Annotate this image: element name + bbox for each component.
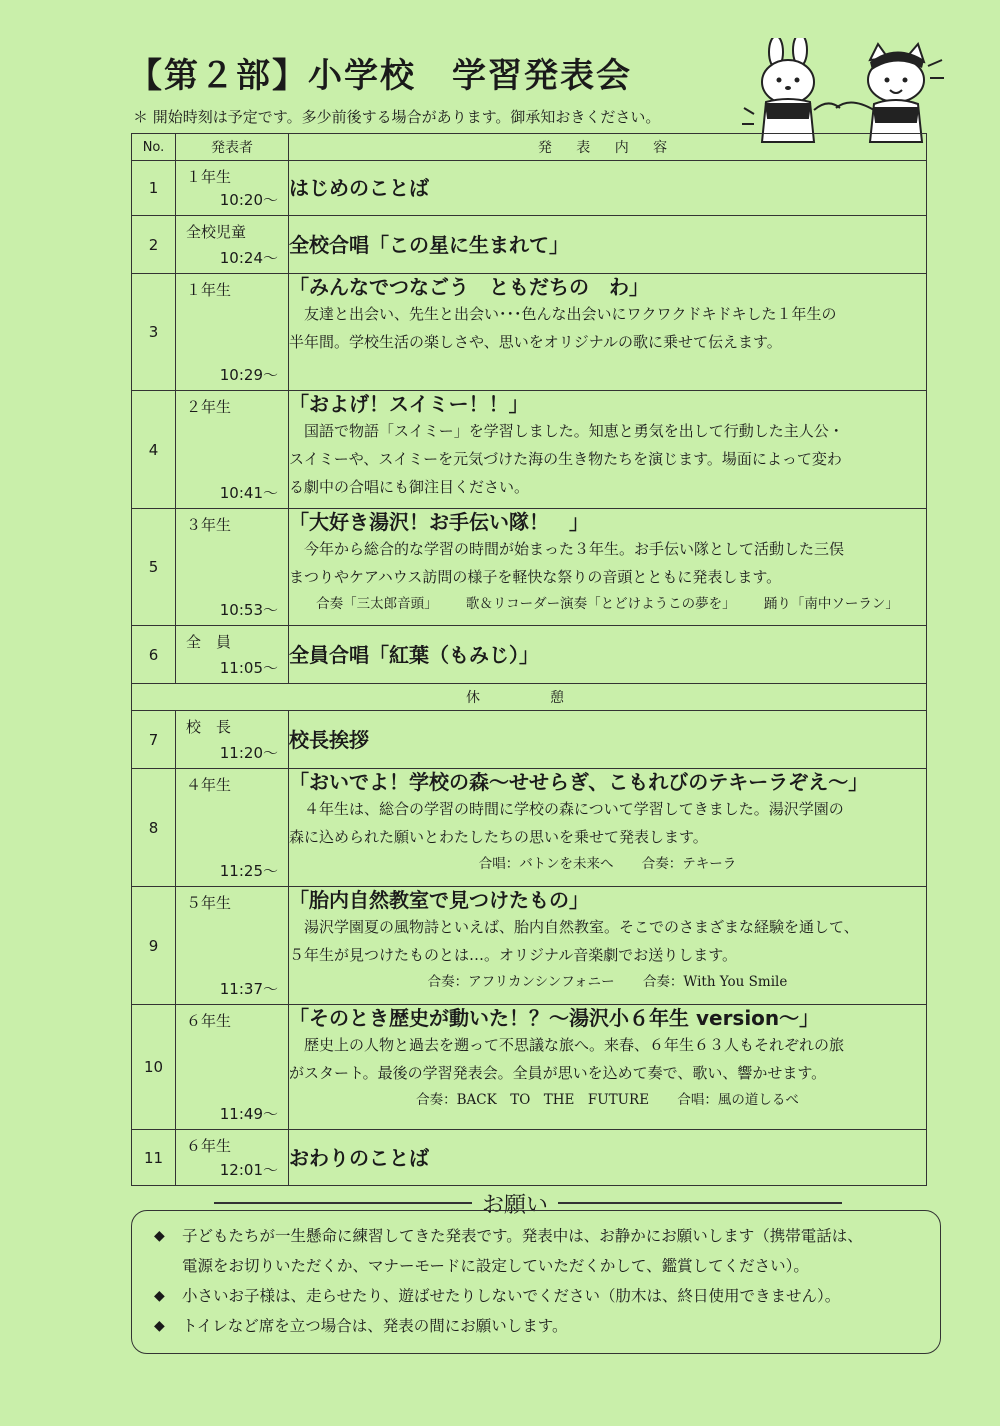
description-line: ４年生は、総合の学習の時間に学校の森について学習してきました。湯沢学園の	[304, 800, 844, 818]
program-title: 「みんなでつなごう ともだちの わ」	[289, 275, 649, 299]
start-time: 10:24～	[219, 249, 278, 267]
diamond-bullet-icon: ◆	[154, 1288, 165, 1304]
program-description	[289, 300, 926, 356]
table-row	[132, 711, 927, 769]
content-cell	[289, 1005, 927, 1130]
description-line: 国語で物語「スイミー」を学習しました。知恵と勇気を出して行動した主人公・	[304, 422, 844, 440]
program-title: 全校合唱「この星に生まれて」	[289, 232, 569, 257]
content-cell	[289, 216, 927, 274]
performer-cell	[176, 887, 289, 1005]
table-row	[132, 626, 927, 684]
program-title: 「そのとき歴史が動いた！？～湯沢小６年生 version～」	[289, 1006, 820, 1030]
description-line: 湯沢学園夏の風物詩といえば、胎内自然教室。そこでのさまざまな経験を通して、	[304, 918, 859, 936]
performer-grade: １年生	[186, 168, 232, 186]
performer-cell	[176, 216, 289, 274]
start-time: 10:20～	[219, 191, 278, 209]
page-title: 【第２部】小学校 学習発表会	[128, 56, 632, 96]
column-header-content: 発 表 内 容	[289, 134, 927, 161]
request-item-continued	[154, 1251, 924, 1281]
description-line: ５年生が見つけたものとは…。オリジナル音楽劇でお送りします。	[289, 946, 738, 964]
description-line: 今年から総合的な学習の時間が始まった３年生。お手伝い隊として活動した三俣	[304, 540, 845, 558]
program-title: 全員合唱「紅葉（もみじ）」	[289, 642, 539, 667]
performer-grade: ２年生	[186, 398, 232, 416]
content-cell	[289, 769, 927, 887]
table-row	[132, 391, 927, 509]
content-cell	[289, 161, 927, 216]
program-description	[289, 1031, 926, 1087]
description-line: る劇中の合唱にも御注目ください。	[289, 478, 530, 496]
performance-item: 踊り「南中ソーラン」	[763, 596, 899, 612]
performer-grade: ３年生	[186, 516, 232, 534]
performance-item: 合奏：BACK TO THE FUTURE	[416, 1092, 650, 1108]
performance-item: 合唱：風の道しるべ	[677, 1092, 799, 1108]
performance-item: 歌＆リコーダー演奏「とどけようこの夢を」	[465, 596, 736, 612]
description-line: まつりやケアハウス訪問の様子を軽快な祭りの音頭とともに発表します。	[289, 568, 782, 586]
start-time: 12:01～	[219, 1161, 278, 1179]
performance-list	[289, 851, 926, 877]
performance-item: 合奏：テキーラ	[641, 856, 737, 872]
performance-item: 合奏「三太郎音頭」	[316, 596, 438, 612]
row-number: 8	[132, 769, 176, 887]
start-time: 11:49～	[219, 1105, 278, 1123]
program-description	[289, 535, 926, 591]
program-title: 「胎内自然教室で見つけたもの」	[289, 888, 589, 912]
description-line: 森に込められた願いとわたしたちの思いを乗せて発表します。	[289, 828, 708, 846]
performer-grade: 全校児童	[186, 223, 247, 241]
break-label: 休 憩	[132, 684, 927, 711]
program-title: 「おいでよ！学校の森～せせらぎ、こもれびのテキーラぞえ～」	[289, 770, 869, 794]
request-text: 子どもたちが一生懸命に練習してきた発表です。発表中は、お静かにお願いします（携帯電話は、	[182, 1227, 863, 1245]
row-number: 2	[132, 216, 176, 274]
performer-grade: ５年生	[186, 894, 232, 912]
performance-item: 合奏：アフリカンシンフォニー	[427, 974, 615, 990]
content-cell	[289, 391, 927, 509]
break-row	[132, 684, 927, 711]
performer-grade: 全 員	[186, 633, 232, 651]
start-time: 11:37～	[219, 980, 278, 998]
requests-box	[131, 1210, 941, 1354]
start-time: 10:41～	[219, 484, 278, 502]
table-row	[132, 887, 927, 1005]
program-description	[289, 795, 926, 851]
diamond-bullet-icon: ◆	[154, 1318, 165, 1334]
performer-cell	[176, 161, 289, 216]
table-row	[132, 769, 927, 887]
performance-list	[289, 969, 926, 995]
table-header-row	[132, 134, 927, 161]
performance-list	[289, 1087, 926, 1113]
performer-cell	[176, 1130, 289, 1186]
start-time: 11:05～	[219, 659, 278, 677]
program-title: 校長挨拶	[289, 727, 369, 752]
column-header-no: No.	[132, 134, 176, 161]
performer-cell	[176, 509, 289, 626]
row-number: 10	[132, 1005, 176, 1130]
row-number: 6	[132, 626, 176, 684]
content-cell	[289, 1130, 927, 1186]
request-text: 小さいお子様は、走らせたり、遊ばせたりしないでください（肋木は、終日使用できません）。	[182, 1287, 841, 1305]
request-text: 電源をお切りいただくか、マナーモードに設定していただくかして、鑑賞してください）。	[182, 1257, 809, 1275]
table-row	[132, 1005, 927, 1130]
row-number: 3	[132, 274, 176, 391]
content-cell	[289, 274, 927, 391]
performer-cell	[176, 711, 289, 769]
content-cell	[289, 711, 927, 769]
start-time: 10:29～	[219, 366, 278, 384]
start-time: 10:53～	[219, 601, 278, 619]
request-item	[154, 1311, 924, 1341]
schedule-note: ＊ 開始時刻は予定です。多少前後する場合があります。御承知おきください。	[133, 108, 661, 126]
performance-item: 合唱：バトンを未来へ	[478, 856, 614, 872]
table-row	[132, 161, 927, 216]
request-text: トイレなど席を立つ場合は、発表の間にお願いします。	[182, 1317, 568, 1335]
row-number: 9	[132, 887, 176, 1005]
description-line: スイミーや、スイミーを元気づけた海の生き物たちを演じます。場面によって変わ	[289, 450, 842, 468]
request-item	[154, 1281, 924, 1311]
request-item	[154, 1221, 924, 1251]
program-title: 「およげ！スイミー！！」	[289, 392, 529, 416]
column-header-performer: 発表者	[176, 134, 289, 161]
row-number: 1	[132, 161, 176, 216]
program-description	[289, 417, 926, 501]
content-cell	[289, 509, 927, 626]
start-time: 11:20～	[219, 744, 278, 762]
row-number: 5	[132, 509, 176, 626]
table-row	[132, 216, 927, 274]
program-title: はじめのことば	[289, 176, 429, 200]
description-line: 半年間。学校生活の楽しさや、思いをオリジナルの歌に乗せて伝えます。	[289, 333, 782, 351]
program-table	[131, 133, 927, 1186]
row-number: 11	[132, 1130, 176, 1186]
program-title: おわりのことば	[289, 1145, 429, 1170]
performer-cell	[176, 769, 289, 887]
performer-grade: １年生	[186, 281, 232, 299]
program-title: 「大好き湯沢！お手伝い隊！ 」	[289, 510, 589, 534]
start-time: 11:25～	[219, 862, 278, 880]
description-line: 友達と出会い、先生と出会い･･･色んな出会いにワクワクドキドキした１年生の	[304, 305, 837, 323]
table-row	[132, 1130, 927, 1186]
performer-cell	[176, 391, 289, 509]
description-line: がスタート。最後の学習発表会。全員が思いを込めて奏で、歌い、響かせます。	[289, 1064, 827, 1082]
performer-cell	[176, 1005, 289, 1130]
diamond-bullet-icon: ◆	[154, 1228, 165, 1244]
row-number: 7	[132, 711, 176, 769]
requests-title: お願い	[472, 1188, 558, 1219]
performance-list	[289, 591, 926, 617]
table-row	[132, 509, 927, 626]
performer-grade: ６年生	[186, 1137, 232, 1155]
performer-grade: 校 長	[186, 718, 232, 736]
description-line: 歴史上の人物と過去を遡って不思議な旅へ。来春、６年生６３人もそれぞれの旅	[304, 1036, 845, 1054]
performer-cell	[176, 274, 289, 391]
table-row	[132, 274, 927, 391]
performer-grade: ６年生	[186, 1012, 232, 1030]
performer-grade: ４年生	[186, 776, 232, 794]
content-cell	[289, 626, 927, 684]
program-description	[289, 913, 926, 969]
performance-item: 合奏：With You Smile	[642, 974, 788, 990]
row-number: 4	[132, 391, 176, 509]
performer-cell	[176, 626, 289, 684]
mascot-illustration-icon	[738, 38, 948, 148]
content-cell	[289, 887, 927, 1005]
